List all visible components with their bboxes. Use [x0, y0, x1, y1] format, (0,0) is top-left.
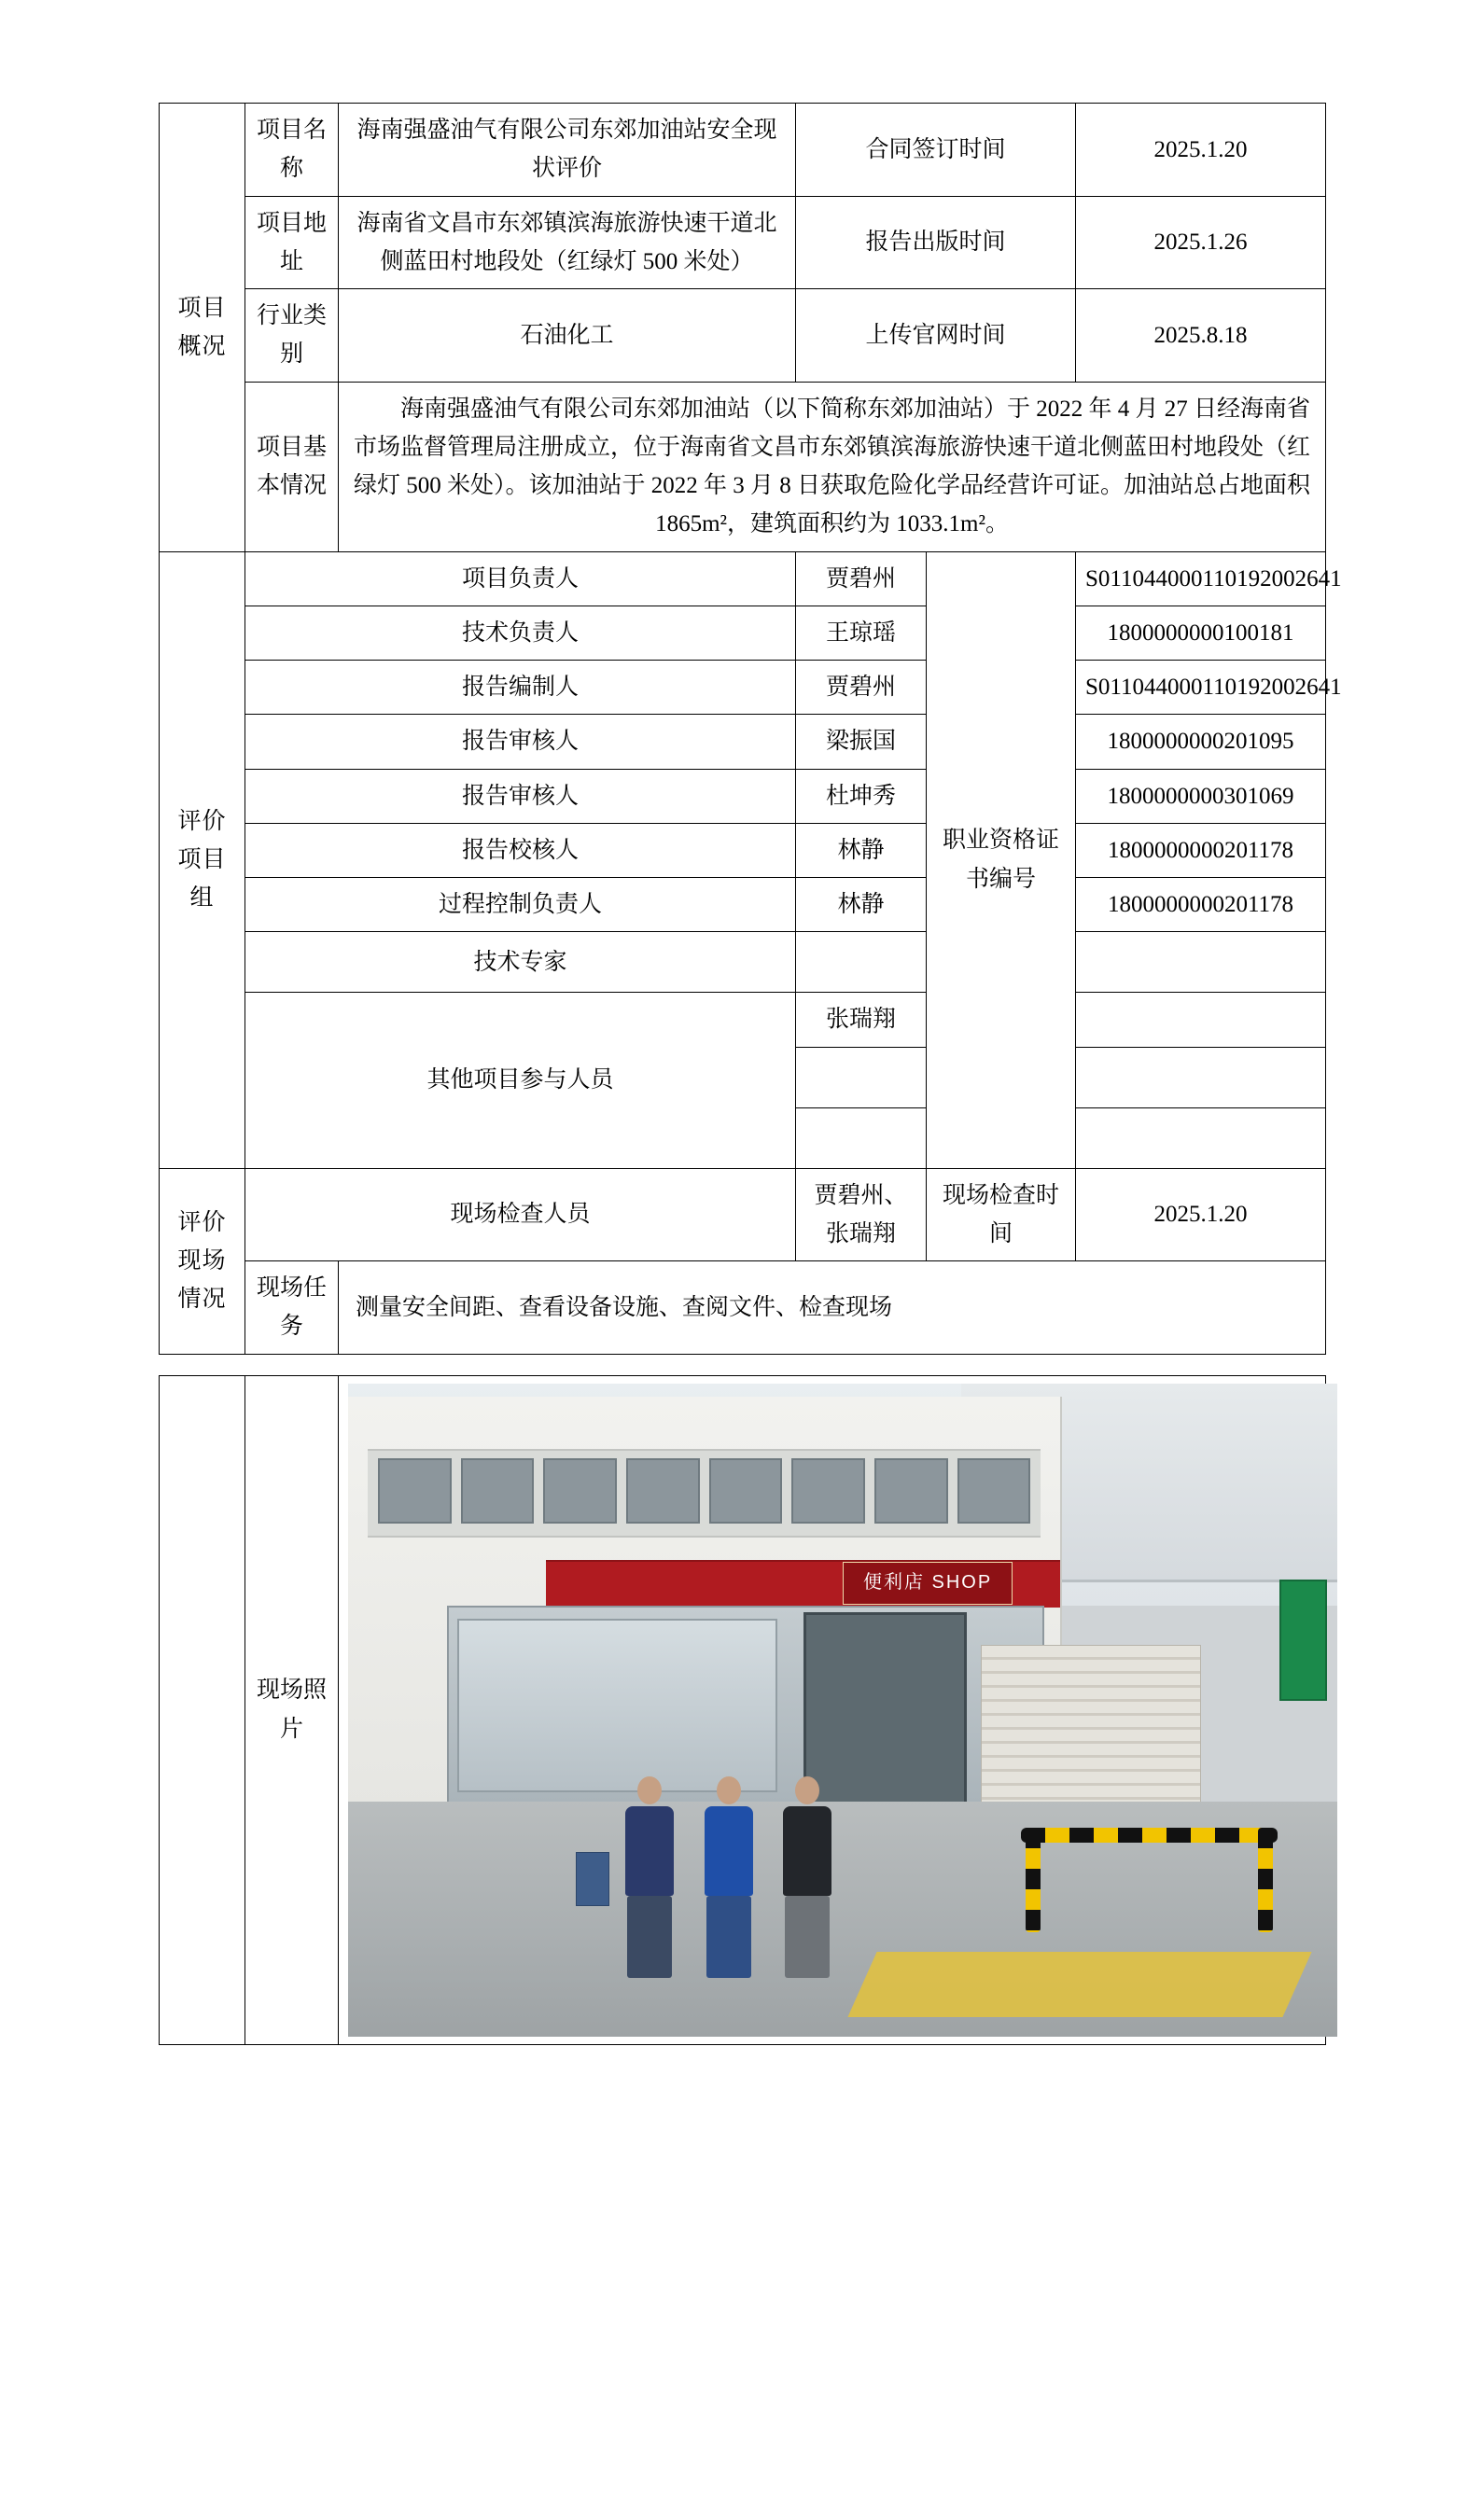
task-value: 测量安全间距、查看设备设施、查阅文件、检查现场	[339, 1261, 1326, 1355]
row-label-basic-info: 项目基本情况	[245, 382, 339, 551]
team-cert: 1800000000301069	[1076, 769, 1326, 823]
stacked-goods	[981, 1645, 1200, 1803]
row-label-contract-date: 合同签订时间	[796, 104, 1076, 197]
team-role: 报告校核人	[245, 823, 796, 877]
table-row	[160, 382, 1326, 551]
other-cert	[1076, 1107, 1326, 1168]
team-role: 过程控制负责人	[245, 878, 796, 932]
site-photo-table	[159, 1375, 1326, 2045]
person-figure	[705, 1776, 753, 1978]
team-name: 贾碧州	[796, 661, 927, 715]
inspector-value: 贾碧州、张瑞翔	[796, 1168, 927, 1261]
photo-spacer-cell	[160, 1375, 245, 2044]
table-row	[160, 551, 1326, 606]
team-cert: 1800000000201095	[1076, 715, 1326, 769]
team-role: 项目负责人	[245, 551, 796, 606]
others-label: 其他项目参与人员	[245, 993, 796, 1168]
team-cert: 1800000000201178	[1076, 878, 1326, 932]
table-row	[160, 104, 1326, 197]
shop-sign: 便利店 SHOP	[843, 1562, 1013, 1604]
window-row	[378, 1458, 1031, 1524]
other-name: 张瑞翔	[796, 993, 927, 1047]
photo-cell	[339, 1375, 1326, 2044]
row-value-project-address: 海南省文昌市东郊镇滨海旅游快速干道北侧蓝田村地段处（红绿灯 500 米处）	[339, 196, 796, 289]
team-cert: 1800000000100181	[1076, 606, 1326, 660]
trash-bin	[576, 1852, 609, 1906]
team-name: 贾碧州	[796, 551, 927, 606]
other-cert	[1076, 993, 1326, 1047]
inspection-time-value: 2025.1.20	[1076, 1168, 1326, 1261]
section-label-team: 评价项目组	[160, 551, 245, 1168]
table-row	[160, 661, 1326, 715]
row-label-upload-date: 上传官网时间	[796, 289, 1076, 383]
row-value-report-date: 2025.1.26	[1076, 196, 1326, 289]
team-name	[796, 932, 927, 993]
row-value-contract-date: 2025.1.20	[1076, 104, 1326, 197]
glass-window	[457, 1619, 777, 1792]
team-name: 林静	[796, 878, 927, 932]
team-role: 报告审核人	[245, 769, 796, 823]
row-value-basic-info: 海南强盛油气有限公司东郊加油站（以下简称东郊加油站）于 2022 年 4 月 27 日经海南省市场监督管理局注册成立，位于海南省文昌市东郊镇滨海旅游快速干道北侧蓝田村地段处（红绿灯 500 米处）。该加油站于 2022 年 3 月 8 日获取危险化学品经营许可证。加油站总占地面积 1865m²，建筑面积约为 1033.1m²。	[339, 382, 1326, 551]
safety-barrier	[1021, 1828, 1278, 1932]
team-role: 技术负责人	[245, 606, 796, 660]
cert-column-label: 职业资格证书编号	[927, 551, 1076, 1168]
task-label: 现场任务	[245, 1261, 339, 1355]
table-row	[160, 993, 1326, 1047]
team-role: 报告审核人	[245, 715, 796, 769]
table-row	[160, 823, 1326, 877]
table-row	[160, 1168, 1326, 1261]
other-name	[796, 1107, 927, 1168]
team-cert	[1076, 932, 1326, 993]
row-label-project-address: 项目地址	[245, 196, 339, 289]
table-row	[160, 289, 1326, 383]
row-label-report-date: 报告出版时间	[796, 196, 1076, 289]
team-role: 技术专家	[245, 932, 796, 993]
inspection-time-label: 现场检查时间	[927, 1168, 1076, 1261]
row-label-project-name: 项目名称	[245, 104, 339, 197]
table-row	[160, 1375, 1326, 2044]
row-label-industry: 行业类别	[245, 289, 339, 383]
row-value-industry: 石油化工	[339, 289, 796, 383]
photo-label: 现场照片	[245, 1375, 339, 2044]
section-label-site: 评价现场情况	[160, 1168, 245, 1354]
other-cert	[1076, 1047, 1326, 1107]
green-signboard	[1279, 1580, 1328, 1701]
table-row	[160, 1261, 1326, 1355]
other-name	[796, 1047, 927, 1107]
team-role: 报告编制人	[245, 661, 796, 715]
team-cert: S011044000110192002641	[1076, 661, 1326, 715]
person-figure	[625, 1776, 674, 1978]
team-name: 杜坤秀	[796, 769, 927, 823]
table-row	[160, 715, 1326, 769]
inspector-label: 现场检查人员	[245, 1168, 796, 1261]
site-photo	[348, 1384, 1337, 2037]
table-row	[160, 878, 1326, 932]
project-overview-table	[159, 103, 1342, 1355]
section-label-overview: 项目概况	[160, 104, 245, 552]
row-value-project-name: 海南强盛油气有限公司东郊加油站安全现状评价	[339, 104, 796, 197]
row-value-upload-date: 2025.8.18	[1076, 289, 1326, 383]
table-row	[160, 606, 1326, 660]
table-row	[160, 932, 1326, 993]
team-cert: 1800000000201178	[1076, 823, 1326, 877]
team-name: 王琼瑶	[796, 606, 927, 660]
yellow-road-marking	[848, 1952, 1313, 2017]
table-row	[160, 769, 1326, 823]
team-cert: S011044000110192002641	[1076, 551, 1326, 606]
team-name: 林静	[796, 823, 927, 877]
team-name: 梁振国	[796, 715, 927, 769]
person-figure	[783, 1776, 831, 1978]
table-row	[160, 196, 1326, 289]
